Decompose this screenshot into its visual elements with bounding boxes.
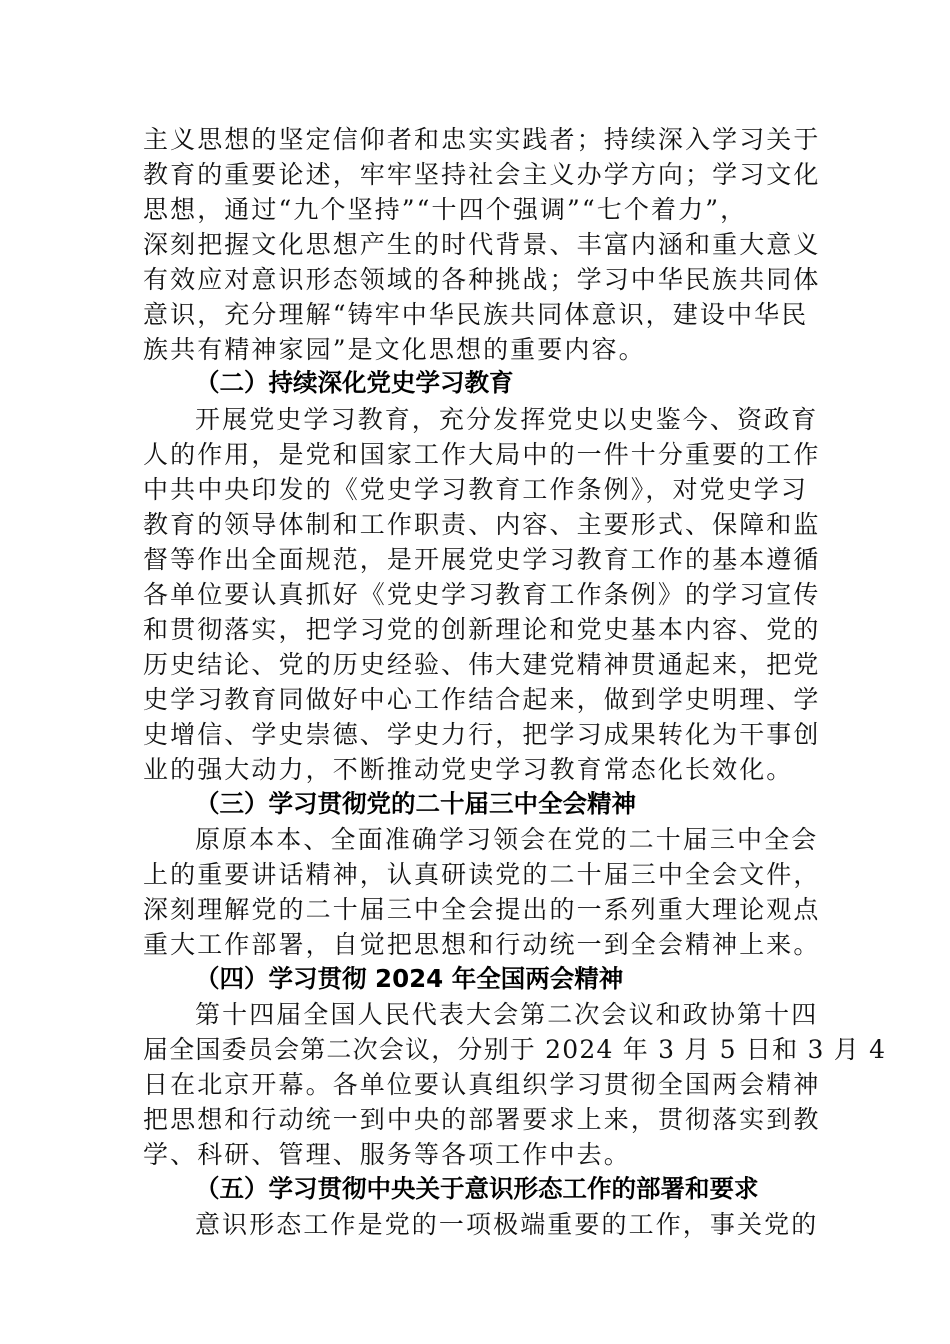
body-line: 思想，通过“九个坚持”“十四个强调”“七个着力”， [143, 195, 748, 224]
body-line: 学、科研、管理、服务等各项工作中去。 [143, 1140, 631, 1169]
body-line: 史增信、学史崇德、学史力行，把学习成果转化为干事创 [143, 720, 821, 749]
section-heading: （三）学习贯彻党的二十届三中全会精神 [195, 789, 636, 818]
body-line: 历史结论、党的历史经验、伟大建党精神贯通起来，把党 [143, 650, 821, 679]
body-line: 主义思想的坚定信仰者和忠实实践者；持续深入学习关于 [143, 125, 821, 154]
body-line: 重大工作部署，自觉把思想和行动统一到全会精神上来。 [143, 930, 821, 959]
body-line: 有效应对意识形态领域的各种挑战；学习中华民族共同体 [143, 265, 821, 294]
body-line: 教育的重要论述，牢牢坚持社会主义办学方向；学习文化 [143, 160, 821, 189]
body-line: 中共中央印发的《党史学习教育工作条例》，对党史学习 [143, 475, 809, 504]
body-line: 上的重要讲话精神，认真研读党的二十届三中全会文件， [143, 860, 821, 889]
body-line: 把思想和行动统一到中央的部署要求上来，贯彻落实到教 [143, 1105, 821, 1134]
body-line: 开展党史学习教育，充分发挥党史以史鉴今、资政育 [195, 405, 819, 434]
section-heading: （四）学习贯彻 2024 年全国两会精神 [195, 964, 624, 993]
body-line: 人的作用，是党和国家工作大局中的一件十分重要的工作 [143, 440, 821, 469]
body-line: 业的强大动力，不断推动党史学习教育常态化长效化。 [143, 755, 794, 784]
body-line: 第十四届全国人民代表大会第二次会议和政协第十四 [195, 1000, 819, 1029]
section-heading: （五）学习贯彻中央关于意识形态工作的部署和要求 [195, 1174, 759, 1203]
body-line: 日在北京开幕。各单位要认真组织学习贯彻全国两会精神 [143, 1070, 821, 1099]
body-line: 意识形态工作是党的一项极端重要的工作，事关党的 [195, 1210, 819, 1239]
body-line: 族共有精神家园”是文化思想的重要内容。 [143, 335, 646, 364]
body-line: 教育的领导体制和工作职责、内容、主要形式、保障和监 [143, 510, 821, 539]
section-heading: （二）持续深化党史学习教育 [195, 368, 514, 397]
body-line: 深刻把握文化思想产生的时代背景、丰富内涵和重大意义 [143, 230, 821, 259]
body-line: 届全国委员会第二次会议，分别于 2024 年 3 月 5 日和 3 月 4 [143, 1035, 887, 1064]
body-line: 督等作出全面规范，是开展党史学习教育工作的基本遵循 [143, 545, 821, 574]
body-line: 各单位要认真抓好《党史学习教育工作条例》的学习宣传 [143, 580, 821, 609]
body-line: 和贯彻落实，把学习党的创新理论和党史基本内容、党的 [143, 615, 821, 644]
body-line: 深刻理解党的二十届三中全会提出的一系列重大理论观点 [143, 895, 821, 924]
body-line: 原原本本、全面准确学习领会在党的二十届三中全会 [195, 825, 819, 854]
body-line: 史学习教育同做好中心工作结合起来，做到学史明理、学 [143, 685, 821, 714]
body-line: 意识，充分理解“铸牢中华民族共同体意识，建设中华民 [143, 300, 809, 329]
